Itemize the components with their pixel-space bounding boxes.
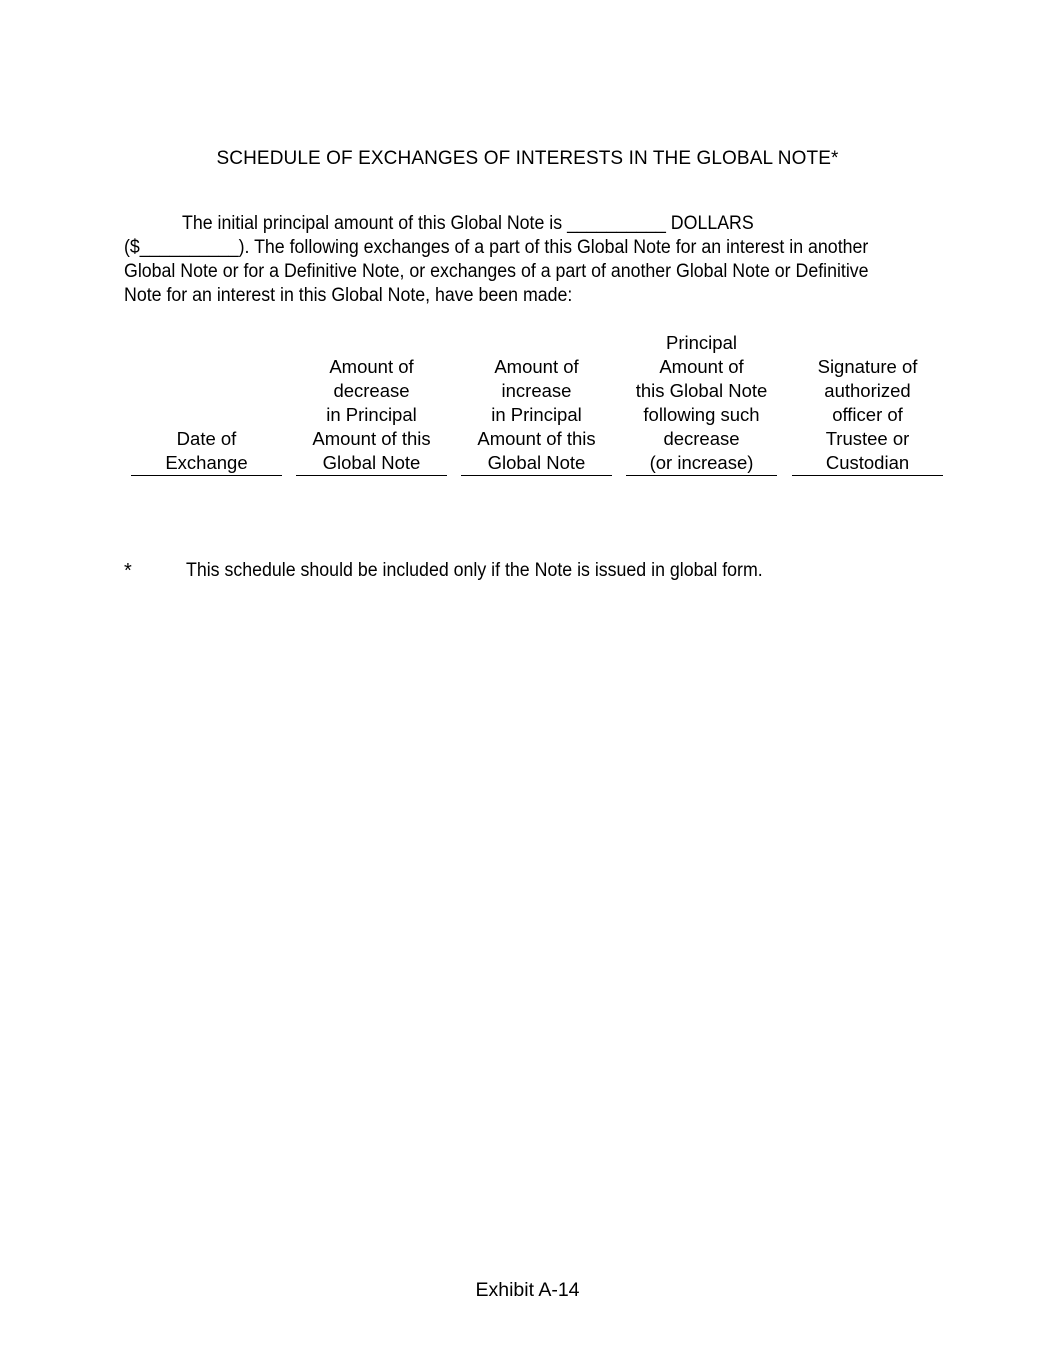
column-header-line: Amount of this [477,428,596,449]
column-header-line: Exchange [165,452,248,473]
footnote-mark: * [124,560,132,582]
column-header-line: authorized [824,380,911,401]
column-header-line: Amount of [494,356,579,377]
column-header-line: Amount of [659,356,744,377]
column-header-line: following such [643,404,760,425]
column-header-line: decrease [333,380,410,401]
intro-line: The initial principal amount of this Global Note is __________ DOLLARS [181,213,754,234]
intro-line: ($__________). The following exchanges of a part of this Global Note for an interest in another [124,237,869,258]
column-header-principal-amount [626,331,777,476]
column-header-line: officer of [832,404,903,425]
column-header-line: Global Note [487,452,586,473]
column-header-line: (or increase) [649,452,754,473]
page-title: SCHEDULE OF EXCHANGES OF INTERESTS IN THE GLOBAL NOTE* [216,148,839,169]
column-header-signature [792,355,943,476]
column-header-line: Signature of [817,356,918,377]
intro-line: Global Note or for a Definitive Note, or exchanges of a part of another Global Note or Definitive [124,261,869,282]
column-header-line: in Principal [326,404,417,425]
exchange-schedule-table [131,330,943,476]
column-header-line: Amount of this [312,428,431,449]
column-header-date-of-exchange [131,427,282,476]
column-header-line: Custodian [825,452,910,473]
intro-line: Note for an interest in this Global Note, have been made: [124,285,573,306]
footnote-text: This schedule should be included only if the Note is issued in global form. [186,560,763,581]
column-header-line: in Principal [491,404,582,425]
intro-paragraph [124,212,937,308]
column-header-amount-of-increase [461,355,612,476]
column-header-line: this Global Note [635,380,768,401]
column-header-line: increase [501,380,572,401]
column-header-amount-of-decrease [296,355,447,476]
column-header-line: Date of [176,428,237,449]
column-header-line: Global Note [322,452,421,473]
column-header-line: Trustee or [825,428,910,449]
column-header-line: decrease [663,428,740,449]
column-header-line: Principal [666,332,737,353]
page-footer: Exhibit A-14 [475,1279,580,1301]
column-header-line: Amount of [329,356,414,377]
